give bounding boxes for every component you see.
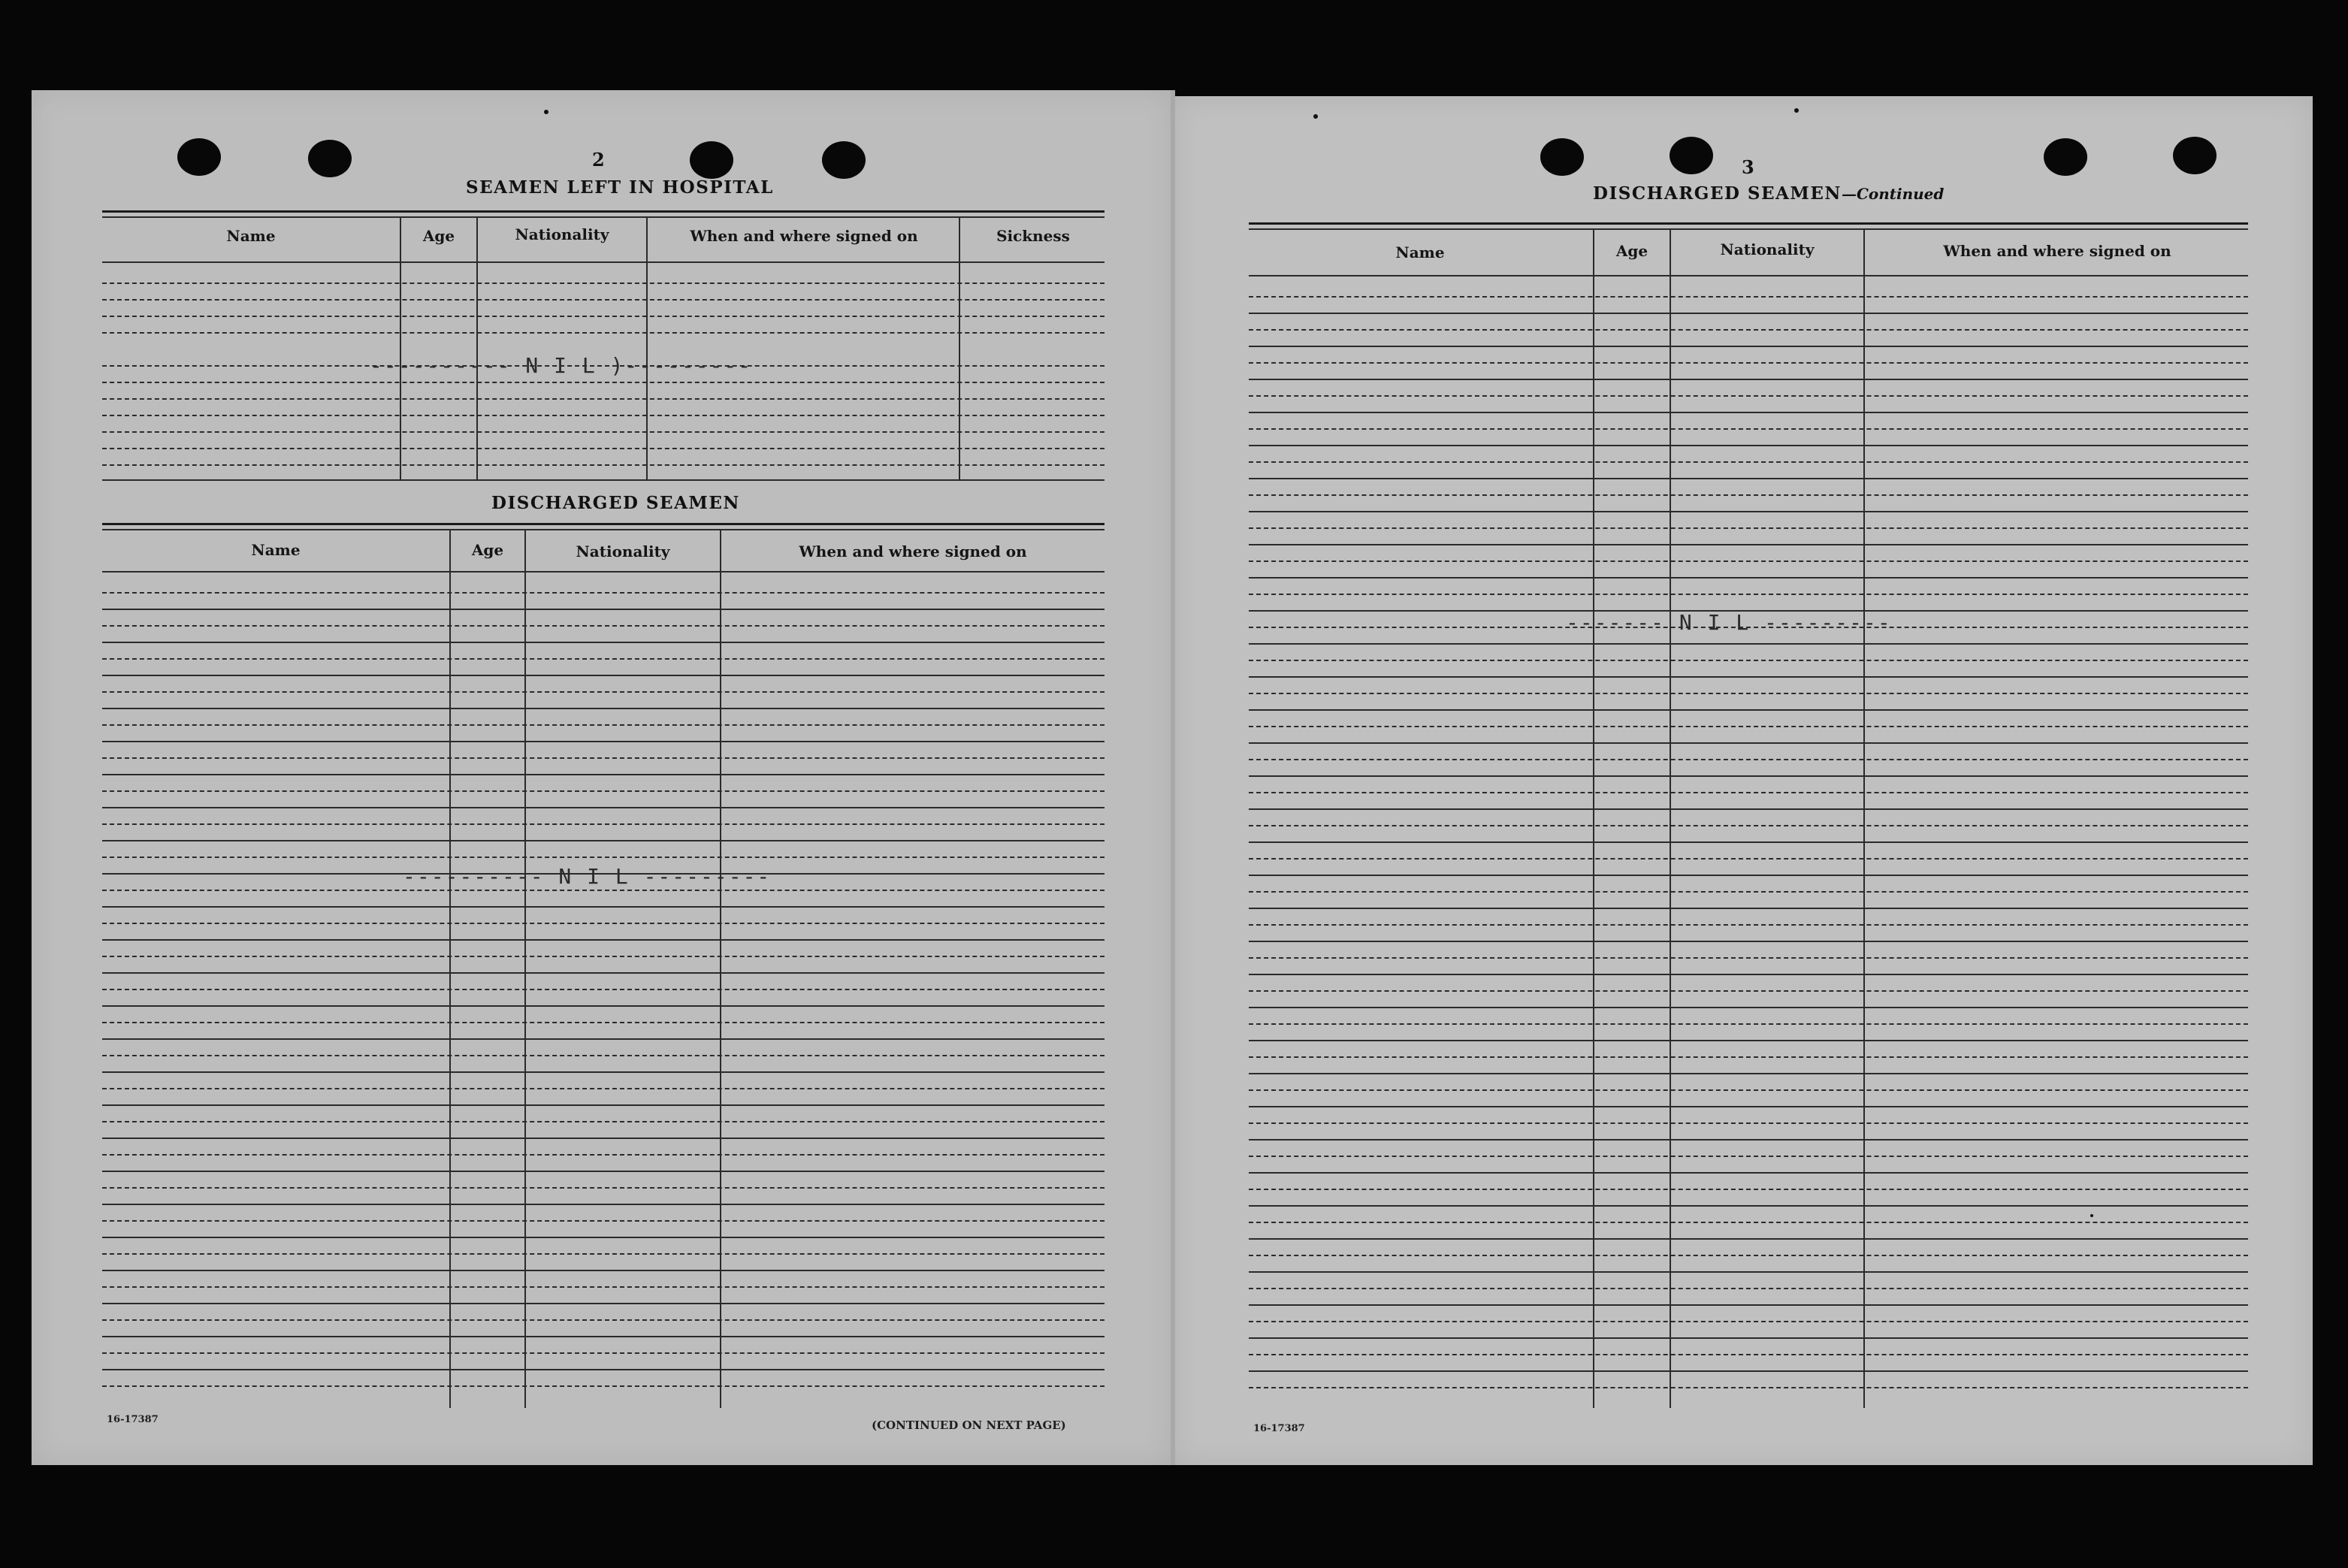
row-line <box>1249 560 2248 562</box>
row-line <box>1249 445 2248 446</box>
row-line <box>1249 990 2248 992</box>
row-line <box>102 1220 1104 1222</box>
row-line <box>102 382 1104 383</box>
row-line <box>102 741 1104 742</box>
row-line <box>1249 957 2248 959</box>
row-line <box>1249 1122 2248 1124</box>
column-divider <box>1593 228 1594 1408</box>
row-line <box>1249 1023 2248 1025</box>
row-line <box>1249 1271 2248 1273</box>
row-line <box>1249 362 2248 364</box>
row-line <box>102 464 1104 466</box>
row-line <box>102 1104 1104 1106</box>
table-top-rule <box>102 523 1104 525</box>
row-line <box>102 282 1104 284</box>
row-line <box>102 1336 1104 1337</box>
right-page <box>1172 96 2313 1465</box>
row-line <box>1249 594 2248 595</box>
row-line <box>1249 379 2248 380</box>
typed-nil-entry: ---------- N I L --------- <box>403 864 772 889</box>
row-line <box>1249 891 2248 893</box>
row-line <box>102 1038 1104 1040</box>
punch-hole <box>822 141 866 179</box>
row-line <box>1249 660 2248 661</box>
row-line <box>102 1286 1104 1288</box>
row-line <box>102 1237 1104 1238</box>
punch-hole <box>2173 137 2217 174</box>
row-line <box>102 448 1104 449</box>
row-line <box>102 1187 1104 1189</box>
table-top-rule <box>1249 222 2248 225</box>
row-line <box>1249 478 2248 479</box>
row-line <box>102 1055 1104 1056</box>
row-line <box>102 857 1104 858</box>
row-line <box>102 1369 1104 1370</box>
row-line <box>1249 577 2248 579</box>
row-line <box>102 415 1104 416</box>
row-line <box>102 1022 1104 1023</box>
row-line <box>1249 1222 2248 1223</box>
row-line <box>1249 1238 2248 1240</box>
row-line <box>1249 511 2248 512</box>
row-line <box>1249 1370 2248 1372</box>
column-header-age: Age <box>1615 242 1648 260</box>
row-line <box>102 890 1104 891</box>
section-title-discharged-continued <box>1593 183 1944 204</box>
column-header-name: Name <box>226 227 276 245</box>
column-header-nationality: Nationality <box>515 225 609 243</box>
row-line <box>102 1253 1104 1255</box>
row-line <box>102 642 1104 643</box>
row-line <box>102 1270 1104 1271</box>
row-line <box>102 757 1104 759</box>
column-header-nationality: Nationality <box>1720 240 1815 258</box>
row-line <box>102 691 1104 693</box>
row-line <box>1249 1354 2248 1355</box>
row-line <box>1249 395 2248 397</box>
row-line <box>1249 709 2248 711</box>
row-line <box>1249 908 2248 909</box>
column-header-age: Age <box>422 227 455 245</box>
row-line <box>102 724 1104 726</box>
column-divider <box>1670 228 1671 1408</box>
page-gutter <box>1171 90 1175 1465</box>
row-line <box>1249 1073 2248 1074</box>
typed-nil-entry: ---------- N I L )--------- <box>370 353 753 378</box>
typed-nil-entry: ------- N I L --------- <box>1566 610 1892 635</box>
row-line <box>1249 924 2248 926</box>
row-line <box>1249 775 2248 777</box>
row-line <box>1249 742 2248 744</box>
row-line <box>102 1204 1104 1205</box>
row-line <box>102 906 1104 908</box>
speck <box>1313 114 1318 119</box>
table-top-rule-2 <box>102 216 1104 218</box>
punch-hole <box>177 138 221 176</box>
row-line <box>102 923 1104 924</box>
table-top-rule <box>102 210 1104 213</box>
column-divider <box>959 216 960 479</box>
header-underline <box>102 571 1104 573</box>
column-header-signed-on: When and where signed on <box>690 227 918 245</box>
row-line <box>102 592 1104 594</box>
row-line <box>1249 858 2248 860</box>
column-divider <box>524 529 526 1408</box>
row-line <box>1249 313 2248 314</box>
column-header-signed-on: When and where signed on <box>1943 242 2171 260</box>
row-line <box>102 609 1104 610</box>
row-line <box>1249 726 2248 727</box>
row-line <box>1249 1089 2248 1091</box>
speck <box>1794 108 1799 113</box>
row-line <box>1249 412 2248 413</box>
row-line <box>102 1154 1104 1156</box>
row-line <box>1249 494 2248 496</box>
table-bottom-rule <box>102 479 1104 481</box>
column-header-name: Name <box>1395 243 1445 261</box>
column-header-signed-on: When and where signed on <box>799 542 1027 560</box>
row-line <box>1249 941 2248 942</box>
row-line <box>102 1319 1104 1321</box>
row-line <box>1249 1205 2248 1207</box>
column-header-name: Name <box>251 541 301 559</box>
speck <box>2090 1214 2093 1217</box>
form-number: 16-17387 <box>107 1414 159 1425</box>
column-divider <box>720 529 721 1408</box>
row-line <box>102 625 1104 627</box>
row-line <box>102 790 1104 792</box>
column-divider <box>646 216 648 479</box>
row-line <box>102 332 1104 334</box>
row-line <box>102 675 1104 676</box>
row-line <box>1249 792 2248 793</box>
row-line <box>102 956 1104 957</box>
row-line <box>1249 544 2248 545</box>
row-line <box>1249 759 2248 760</box>
row-line <box>102 1352 1104 1354</box>
row-line <box>1249 1288 2248 1289</box>
row-line <box>1249 1139 2248 1141</box>
column-header-age: Age <box>471 541 504 559</box>
row-line <box>102 939 1104 941</box>
row-line <box>102 1121 1104 1122</box>
row-line <box>102 972 1104 974</box>
row-line <box>102 1385 1104 1387</box>
row-line <box>1249 329 2248 331</box>
row-line <box>1249 841 2248 843</box>
row-line <box>102 1137 1104 1139</box>
row-line <box>102 1088 1104 1089</box>
title-suffix: —Continued <box>1841 185 1945 203</box>
row-line <box>1249 1040 2248 1041</box>
row-line <box>102 989 1104 990</box>
column-divider <box>400 216 401 479</box>
row-line <box>1249 296 2248 298</box>
page-number: 2 <box>592 149 605 171</box>
row-line <box>102 708 1104 709</box>
column-divider <box>476 216 478 479</box>
row-line <box>102 299 1104 301</box>
header-underline <box>102 261 1104 263</box>
row-line <box>102 774 1104 775</box>
punch-hole <box>2044 138 2087 176</box>
form-number: 16-17387 <box>1253 1423 1305 1434</box>
punch-hole <box>308 140 352 177</box>
row-line <box>102 1171 1104 1172</box>
row-line <box>102 840 1104 841</box>
section-title-discharged: DISCHARGED SEAMEN <box>491 493 740 513</box>
column-header-nationality: Nationality <box>576 542 670 560</box>
punch-hole <box>1670 137 1713 174</box>
speck <box>544 110 548 114</box>
row-line <box>102 1071 1104 1073</box>
row-line <box>1249 1156 2248 1157</box>
row-line <box>1249 808 2248 810</box>
row-line <box>1249 346 2248 347</box>
row-line <box>1249 676 2248 678</box>
row-line <box>102 316 1104 317</box>
row-line <box>1249 825 2248 826</box>
row-line <box>1249 1056 2248 1058</box>
punch-hole <box>690 141 733 179</box>
row-line <box>1249 428 2248 430</box>
section-title-hospital: SEAMEN LEFT IN HOSPITAL <box>466 177 774 198</box>
row-line <box>1249 1189 2248 1190</box>
row-line <box>102 431 1104 433</box>
title-main: DISCHARGED SEAMEN <box>1593 183 1842 204</box>
page-number: 3 <box>1742 156 1754 178</box>
row-line <box>1249 1172 2248 1174</box>
row-line <box>1249 1321 2248 1322</box>
header-underline <box>1249 275 2248 276</box>
table-top-rule-2 <box>1249 228 2248 230</box>
row-line <box>102 1303 1104 1304</box>
row-line <box>1249 1007 2248 1008</box>
left-page <box>32 90 1172 1465</box>
row-line <box>102 823 1104 825</box>
column-divider <box>1863 228 1865 1408</box>
row-line <box>1249 643 2248 645</box>
row-line <box>1249 1255 2248 1256</box>
row-line <box>1249 1304 2248 1306</box>
row-line <box>102 1005 1104 1007</box>
row-line <box>1249 1106 2248 1107</box>
row-line <box>1249 875 2248 876</box>
punch-hole <box>1540 138 1584 176</box>
continued-note: (CONTINUED ON NEXT PAGE) <box>872 1418 1066 1432</box>
row-line <box>1249 1387 2248 1388</box>
row-line <box>102 398 1104 400</box>
row-line <box>1249 461 2248 463</box>
table-top-rule-2 <box>102 529 1104 530</box>
row-line <box>1249 527 2248 529</box>
row-line <box>102 807 1104 808</box>
row-line <box>102 658 1104 660</box>
column-divider <box>449 529 451 1408</box>
row-line <box>1249 693 2248 694</box>
column-header-sickness: Sickness <box>996 227 1070 245</box>
row-line <box>1249 974 2248 975</box>
row-line <box>1249 1337 2248 1339</box>
